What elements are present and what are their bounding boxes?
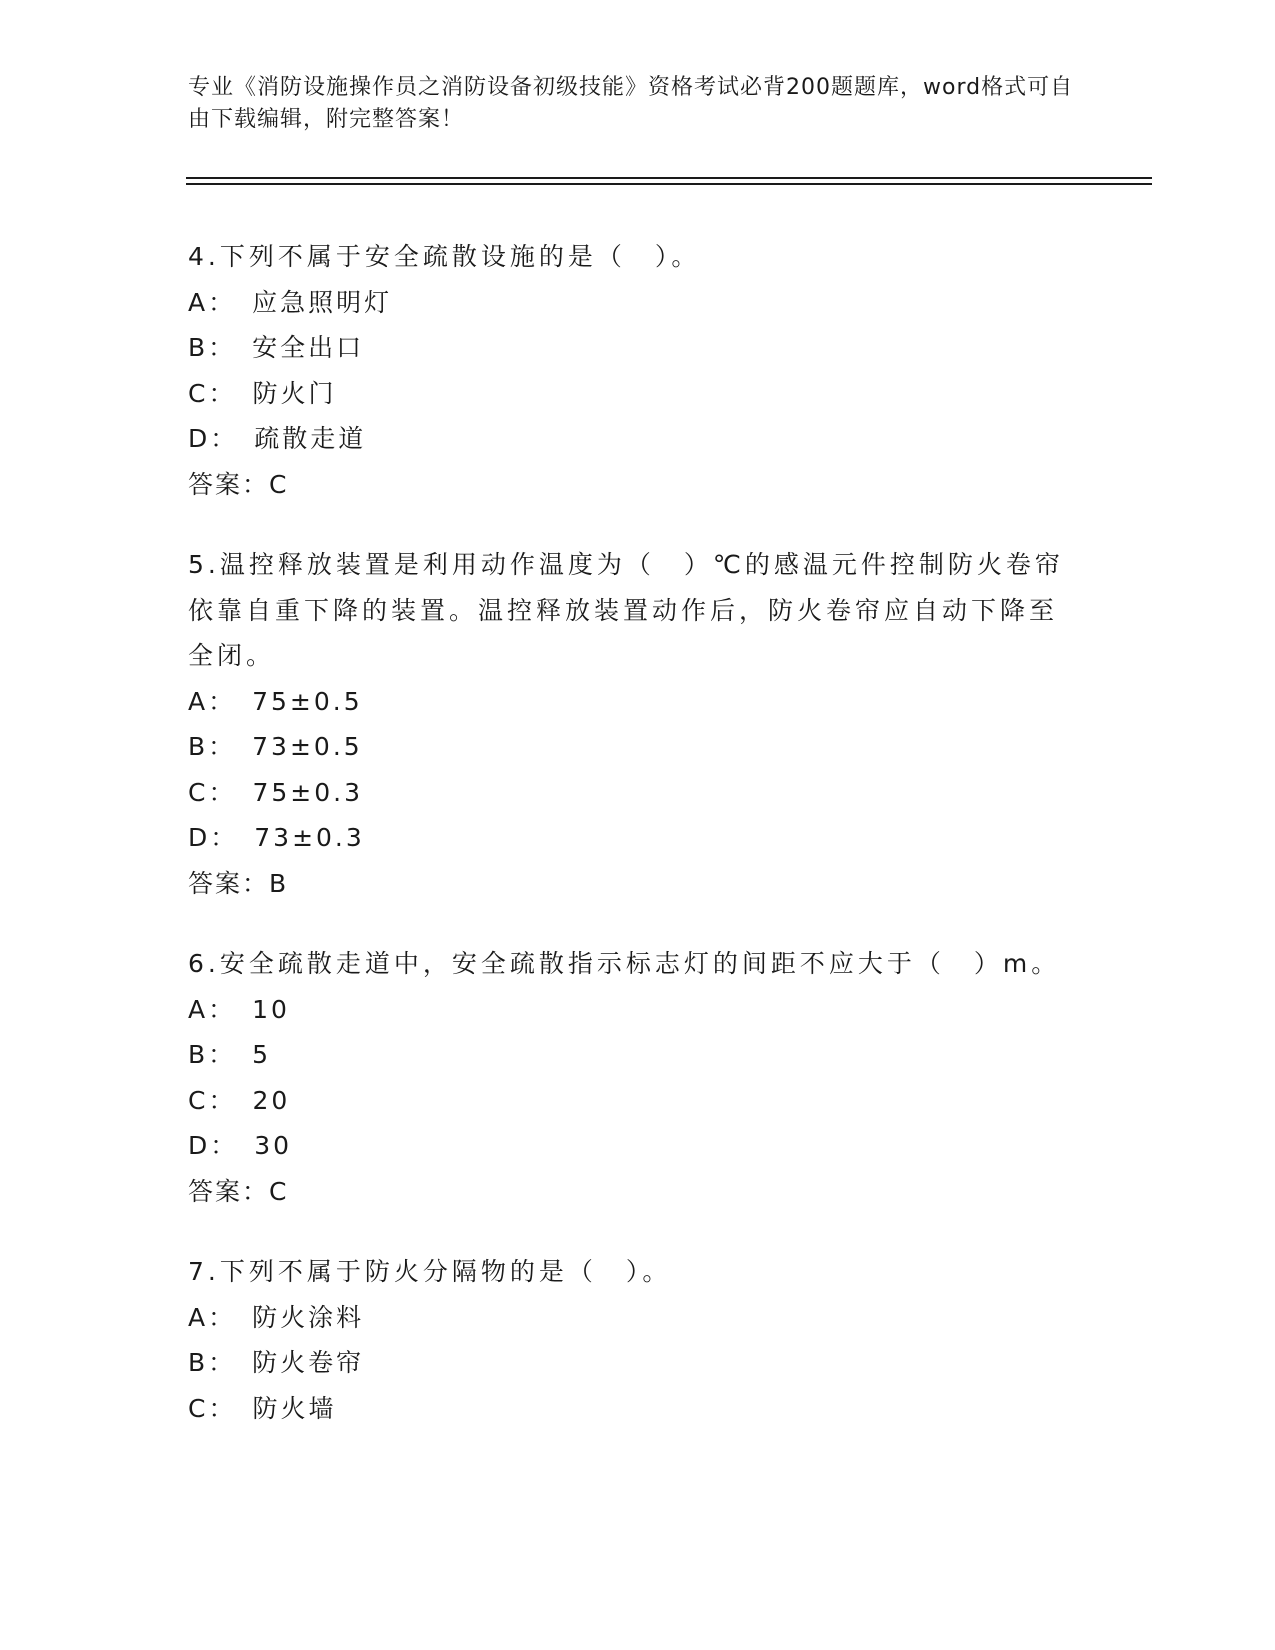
option-c	[188, 770, 1068, 816]
answer-line: 答案：B	[188, 868, 289, 898]
option-letter: C：	[188, 1393, 237, 1423]
option-text: 73±0.5	[252, 732, 363, 761]
option-letter: B：	[188, 1040, 237, 1069]
option-letter: A：	[188, 686, 237, 716]
option-text: 10	[252, 994, 290, 1024]
option-d	[188, 815, 1068, 861]
option-text: 防火墙	[252, 1393, 337, 1423]
option-c	[188, 1386, 1068, 1432]
option-text: 30	[254, 1131, 293, 1160]
option-text: 应急照明灯	[252, 287, 393, 317]
option-letter: B：	[188, 732, 237, 761]
option-text: 75±0.5	[252, 686, 363, 716]
option-b	[188, 325, 1068, 371]
option-letter: B：	[188, 1348, 237, 1377]
option-b	[188, 724, 1068, 770]
question-6	[188, 941, 1068, 1214]
option-b	[188, 1032, 1068, 1078]
option-d	[188, 416, 1068, 462]
option-text: 防火卷帘	[252, 1348, 365, 1377]
option-text: 75±0.3	[252, 777, 363, 807]
question-stem: 4.下列不属于安全疏散设施的是（ ）。	[188, 242, 701, 271]
option-letter: D：	[188, 424, 239, 453]
question-stem: 7.下列不属于防火分隔物的是（ ）。	[188, 1257, 672, 1286]
question-stem: 6.安全疏散走道中，安全疏散指示标志灯的间距不应大于（ ）m。	[188, 949, 1061, 978]
option-letter: C：	[188, 777, 237, 807]
option-letter: D：	[188, 1131, 239, 1160]
option-letter: A：	[188, 1302, 237, 1332]
option-c	[188, 1078, 1068, 1124]
question-5	[188, 542, 1068, 906]
option-letter: B：	[188, 333, 237, 362]
option-letter: C：	[188, 378, 237, 408]
option-text: 防火涂料	[252, 1302, 365, 1332]
option-text: 73±0.3	[254, 823, 365, 852]
option-a	[188, 1295, 1068, 1341]
option-text: 疏散走道	[254, 424, 367, 453]
option-text: 安全出口	[252, 333, 365, 362]
option-a	[188, 679, 1068, 725]
question-4	[188, 234, 1068, 507]
option-a	[188, 280, 1068, 326]
option-letter: C：	[188, 1085, 237, 1115]
header-divider-bottom	[186, 183, 1152, 185]
question-7	[188, 1249, 1068, 1431]
option-letter: A：	[188, 994, 237, 1024]
header-divider-top	[186, 177, 1152, 179]
option-text: 防火门	[252, 378, 337, 408]
option-a	[188, 987, 1068, 1033]
question-list	[188, 234, 1068, 1466]
option-text: 5	[252, 1040, 272, 1069]
answer-line: 答案：C	[188, 1176, 289, 1206]
option-b	[188, 1340, 1068, 1386]
question-stem: 5.温控释放装置是利用动作温度为（ ）℃的感温元件控制防火卷帘依靠自重下降的装置。温控释放装置动作后，防火卷帘应自动下降至全闭。	[188, 550, 1064, 670]
option-d	[188, 1123, 1068, 1169]
option-letter: D：	[188, 823, 239, 852]
answer-line: 答案：C	[188, 469, 289, 499]
document-header: 专业《消防设施操作员之消防设备初级技能》资格考试必背200题题库，word格式可自由下载编辑，附完整答案！	[188, 75, 1074, 132]
option-letter: A：	[188, 287, 237, 317]
option-c	[188, 371, 1068, 417]
option-text: 20	[252, 1085, 291, 1115]
